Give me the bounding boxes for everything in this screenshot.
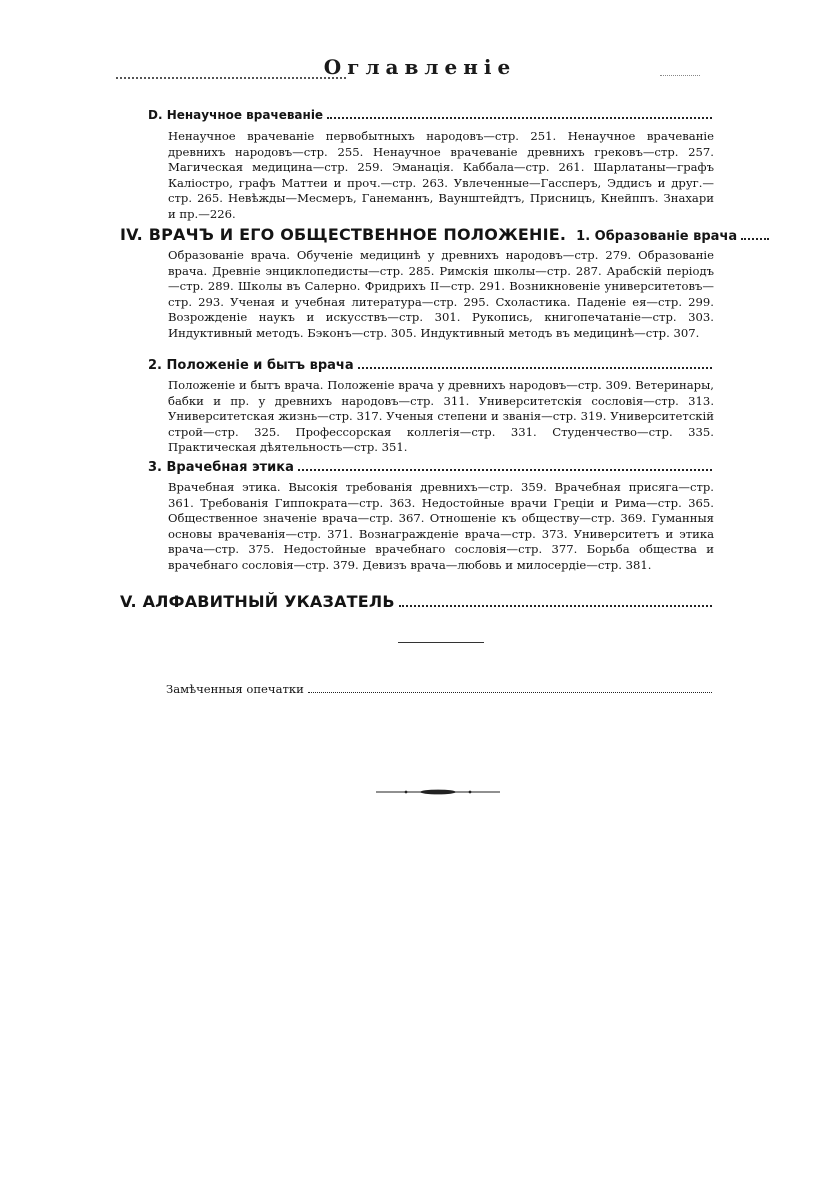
toc-entry-label: D. Ненаучное врачеваніе <box>148 108 324 122</box>
page-title: Оглавленіе <box>323 55 517 79</box>
toc-entry-text: Образованіе врача. Обученіе медицинѣ у древнихъ народовъ—стр. 279. Образованіе врача. Древніе энциклопедисты—стр. 285. Римскія школы—стр. 287. Арабскій періодъ—стр. 289. Школы въ Салерно. Фридрихъ II—стр. 291. Возникновеніе университетовъ—стр. 293. Ученая и учебная литература—стр. 295. Схоластика. Паденіе ея—стр. 299. Возрожденіе наукъ и искусствъ—стр. 301. Рукопись, книгопечатаніе—стр. 303. Индуктивный методъ. Бэконъ—стр. 305. Индуктивный методъ въ медицинѣ—стр. 307. <box>168 248 714 340</box>
page-header <box>120 55 720 83</box>
leader-dots <box>399 603 712 607</box>
toc-entry-label: 2. Положеніе и бытъ врача <box>148 358 354 373</box>
toc-entry-text: Врачебная этика. Высокія требованія древнихъ—стр. 359. Врачебная присяга—стр. 361. Требованія Гиппократа—стр. 363. Недостойные врачи Греціи и Рима—стр. 365. Общественное значеніе врача—стр. 367. Отношеніе къ обществу—стр. 369. Гуманныя основы врачеванія—стр. 371. Вознагражденіе врача—стр. 373. Университетъ и этика врача—стр. 375. Недостойные врачебнаго сословія—стр. 377. Борьба общества и врачебнаго сословія—стр. 379. Девизъ врача—любовь и милосердіе—стр. 381. <box>168 480 714 572</box>
toc-entry-text: Ненаучное врачеваніе первобытныхъ народовъ—стр. 251. Ненаучное врачеваніе древнихъ народовъ—стр. 255. Ненаучное врачеваніе древнихъ грековъ—стр. 257. Магическая медицина—стр. 259. Эманація. Каббала—стр. 261. Шарлатаны—графъ Каліостро, графъ Маттеи и проч.—стр. 263. Увлеченные—Гассперъ, Эддисъ и друг.—стр. 265. Невѣжды—Месмеръ, Ганеманнъ, Ваунштейдтъ, Присницъ, Кнейппъ. Знахари и пр.—226. <box>168 129 714 221</box>
header-rule-right <box>660 75 700 76</box>
toc-part-v <box>120 592 714 611</box>
toc-entry-label: 1. Образованіе врача <box>576 229 738 244</box>
toc-entry-label: 3. Врачебная этика <box>148 460 294 475</box>
part-label: V. АЛФАВИТНЫЙ УКАЗАТЕЛЬ <box>120 592 395 611</box>
leader-dots <box>741 236 769 240</box>
toc-entry-2 <box>148 358 714 373</box>
errata-label: Замѣченныя опечатки <box>166 682 304 696</box>
toc-part-iv <box>120 225 738 244</box>
section-divider <box>398 642 484 643</box>
toc-entry-3 <box>148 460 714 475</box>
leader-dots <box>308 690 712 693</box>
errata-entry <box>166 682 714 696</box>
header-rule-left <box>116 77 346 79</box>
leader-dots <box>327 115 712 119</box>
toc-entry-text: Положеніе и бытъ врача. Положеніе врача у древнихъ народовъ—стр. 309. Ветеринары, бабки и пр. у древнихъ народовъ—стр. 311. Университетскія сословія—стр. 313. Университетская жизнь—стр. 317. Ученыя степени и званія—стр. 319. Университетскій строй—стр. 325. Профессорская коллегія—стр. 331. Студенчество—стр. 335. Практическая дѣятельность—стр. 351. <box>168 378 714 455</box>
end-ornament <box>376 788 500 796</box>
part-label: IV. ВРАЧЪ И ЕГО ОБЩЕСТВЕННОЕ ПОЛОЖЕНІЕ. <box>120 225 567 244</box>
leader-dots <box>298 467 712 471</box>
leader-dots <box>358 365 712 369</box>
toc-entry-d <box>148 108 714 122</box>
